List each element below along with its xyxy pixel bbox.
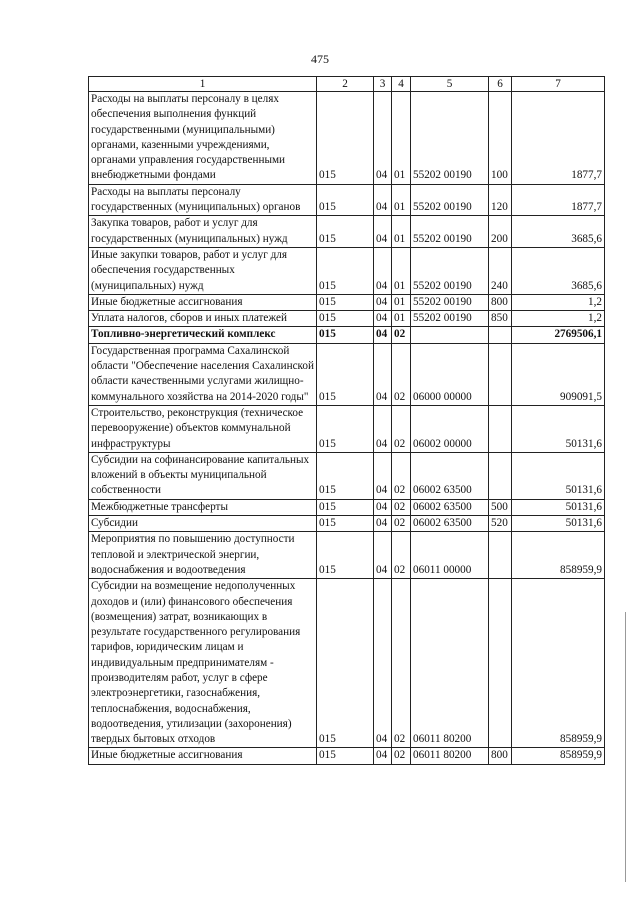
scan-edge-mark (625, 612, 626, 882)
row-name-cell: Закупка товаров, работ и услуг для государственных (муниципальных) нужд (89, 216, 317, 248)
table-row (89, 748, 605, 764)
ministry-code-cell: 015 (317, 452, 374, 499)
row-name-cell: Уплата налогов, сборов и иных платежей (89, 311, 317, 327)
section-code-cell: 04 (374, 579, 392, 748)
ministry-code-cell: 015 (317, 247, 374, 294)
ministry-code-cell: 015 (317, 532, 374, 579)
subsection-code-cell: 01 (392, 216, 411, 248)
ministry-code-cell: 015 (317, 748, 374, 764)
table-row (89, 216, 605, 248)
subsection-code-cell: 02 (392, 452, 411, 499)
expense-type-cell (489, 327, 512, 343)
target-article-cell (411, 327, 489, 343)
subsection-code-cell: 02 (392, 748, 411, 764)
row-name-cell: Государственная программа Сахалинской области "Обеспечение населения Сахалинской области качественными услугами жилищно-коммунального хозяйства на 2014-2020 годы" (89, 343, 317, 405)
amount-cell: 3685,6 (512, 216, 605, 248)
amount-cell: 1877,7 (512, 184, 605, 216)
column-header: 1 (89, 77, 317, 92)
subsection-code-cell: 02 (392, 327, 411, 343)
amount-cell: 909091,5 (512, 343, 605, 405)
section-code-cell: 04 (374, 516, 392, 532)
subsection-code-cell: 01 (392, 294, 411, 310)
row-name-cell: Мероприятия по повышению доступности тепловой и электрической энергии, водоснабжения и водоотведения (89, 532, 317, 579)
subsection-code-cell: 02 (392, 516, 411, 532)
subsection-code-cell: 01 (392, 184, 411, 216)
section-code-cell: 04 (374, 184, 392, 216)
section-code-cell: 04 (374, 532, 392, 579)
table-row (89, 499, 605, 515)
expense-type-cell: 200 (489, 216, 512, 248)
header-row (89, 77, 605, 92)
table-row (89, 247, 605, 294)
expense-type-cell: 520 (489, 516, 512, 532)
expense-type-cell (489, 452, 512, 499)
section-code-cell: 04 (374, 327, 392, 343)
section-code-cell: 04 (374, 405, 392, 452)
table-row (89, 294, 605, 310)
amount-cell: 50131,6 (512, 516, 605, 532)
row-name-cell: Строительство, реконструкция (техническое перевооружение) объектов коммунальной инфраструктуры (89, 405, 317, 452)
ministry-code-cell: 015 (317, 184, 374, 216)
section-code-cell: 04 (374, 452, 392, 499)
section-code-cell: 04 (374, 343, 392, 405)
expense-type-cell: 850 (489, 311, 512, 327)
table-row (89, 343, 605, 405)
row-name-cell: Расходы на выплаты персоналу государственных (муниципальных) органов (89, 184, 317, 216)
target-article-cell: 06000 00000 (411, 343, 489, 405)
column-header: 5 (411, 77, 489, 92)
expense-type-cell (489, 532, 512, 579)
row-name-cell: Иные закупки товаров, работ и услуг для обеспечения государственных (муниципальных) нужд (89, 247, 317, 294)
row-name-cell: Субсидии на возмещение недополученных доходов и (или) финансового обеспечения (возмещения) затрат, возникающих в результате государственного регулирования тарифов, юридическим лицам и индивидуальным предпринимателям - производителям работ, услуг в сфере электроэнергетики, газоснабжения, теплоснабжения, водоснабжения, водоотведения, утилизации (захоронения) твердых бытовых отходов (89, 579, 317, 748)
expense-type-cell: 800 (489, 294, 512, 310)
table-row (89, 532, 605, 579)
subsection-code-cell: 02 (392, 343, 411, 405)
target-article-cell: 55202 00190 (411, 294, 489, 310)
subsection-code-cell: 02 (392, 499, 411, 515)
amount-cell: 1,2 (512, 294, 605, 310)
table-row (89, 579, 605, 748)
column-header: 7 (512, 77, 605, 92)
amount-cell: 50131,6 (512, 499, 605, 515)
amount-cell: 1877,7 (512, 92, 605, 185)
target-article-cell: 55202 00190 (411, 92, 489, 185)
amount-cell: 858959,9 (512, 532, 605, 579)
amount-cell: 50131,6 (512, 405, 605, 452)
ministry-code-cell: 015 (317, 294, 374, 310)
target-article-cell: 06011 80200 (411, 748, 489, 764)
page-number: 475 (311, 52, 329, 66)
row-name-cell: Иные бюджетные ассигнования (89, 294, 317, 310)
target-article-cell: 55202 00190 (411, 311, 489, 327)
section-code-cell: 04 (374, 311, 392, 327)
target-article-cell: 55202 00190 (411, 184, 489, 216)
subsection-code-cell: 02 (392, 405, 411, 452)
target-article-cell: 06002 63500 (411, 499, 489, 515)
section-code-cell: 04 (374, 748, 392, 764)
row-name-cell: Расходы на выплаты персоналу в целях обеспечения выполнения функций государственными (муниципальными) органами, казенными учреждениями, органами управления государственными внебюджетными фондами (89, 92, 317, 185)
budget-table (88, 76, 605, 765)
row-name-cell: Иные бюджетные ассигнования (89, 748, 317, 764)
column-header: 3 (374, 77, 392, 92)
row-name-cell: Межбюджетные трансферты (89, 499, 317, 515)
amount-cell: 858959,9 (512, 579, 605, 748)
ministry-code-cell: 015 (317, 516, 374, 532)
row-name-cell: Топливно-энергетический комплекс (89, 327, 317, 343)
ministry-code-cell: 015 (317, 311, 374, 327)
subsection-code-cell: 01 (392, 247, 411, 294)
expense-type-cell: 240 (489, 247, 512, 294)
expense-type-cell: 100 (489, 92, 512, 185)
section-code-cell: 04 (374, 294, 392, 310)
table-row (89, 92, 605, 185)
subsection-code-cell: 02 (392, 532, 411, 579)
table-row (89, 516, 605, 532)
column-header: 2 (317, 77, 374, 92)
target-article-cell: 06011 80200 (411, 579, 489, 748)
expense-type-cell: 120 (489, 184, 512, 216)
ministry-code-cell: 015 (317, 343, 374, 405)
ministry-code-cell: 015 (317, 92, 374, 185)
target-article-cell: 06002 00000 (411, 405, 489, 452)
ministry-code-cell: 015 (317, 579, 374, 748)
expense-type-cell (489, 405, 512, 452)
row-name-cell: Субсидии на софинансирование капитальных вложений в объекты муниципальной собственности (89, 452, 317, 499)
table-row (89, 311, 605, 327)
column-header: 4 (392, 77, 411, 92)
expense-type-cell: 500 (489, 499, 512, 515)
section-code-cell: 04 (374, 247, 392, 294)
amount-cell: 1,2 (512, 311, 605, 327)
expense-type-cell (489, 343, 512, 405)
ministry-code-cell: 015 (317, 216, 374, 248)
row-name-cell: Субсидии (89, 516, 317, 532)
column-header: 6 (489, 77, 512, 92)
ministry-code-cell: 015 (317, 499, 374, 515)
section-code-cell: 04 (374, 216, 392, 248)
subsection-code-cell: 01 (392, 311, 411, 327)
ministry-code-cell: 015 (317, 405, 374, 452)
table-row (89, 452, 605, 499)
ministry-code-cell: 015 (317, 327, 374, 343)
amount-cell: 50131,6 (512, 452, 605, 499)
expense-type-cell: 800 (489, 748, 512, 764)
amount-cell: 2769506,1 (512, 327, 605, 343)
target-article-cell: 55202 00190 (411, 216, 489, 248)
target-article-cell: 06002 63500 (411, 452, 489, 499)
table-row (89, 184, 605, 216)
table-row (89, 327, 605, 343)
target-article-cell: 06011 00000 (411, 532, 489, 579)
subsection-code-cell: 02 (392, 579, 411, 748)
target-article-cell: 06002 63500 (411, 516, 489, 532)
section-code-cell: 04 (374, 92, 392, 185)
amount-cell: 858959,9 (512, 748, 605, 764)
subsection-code-cell: 01 (392, 92, 411, 185)
expense-type-cell (489, 579, 512, 748)
table-row (89, 405, 605, 452)
section-code-cell: 04 (374, 499, 392, 515)
target-article-cell: 55202 00190 (411, 247, 489, 294)
table-body (89, 92, 605, 765)
amount-cell: 3685,6 (512, 247, 605, 294)
